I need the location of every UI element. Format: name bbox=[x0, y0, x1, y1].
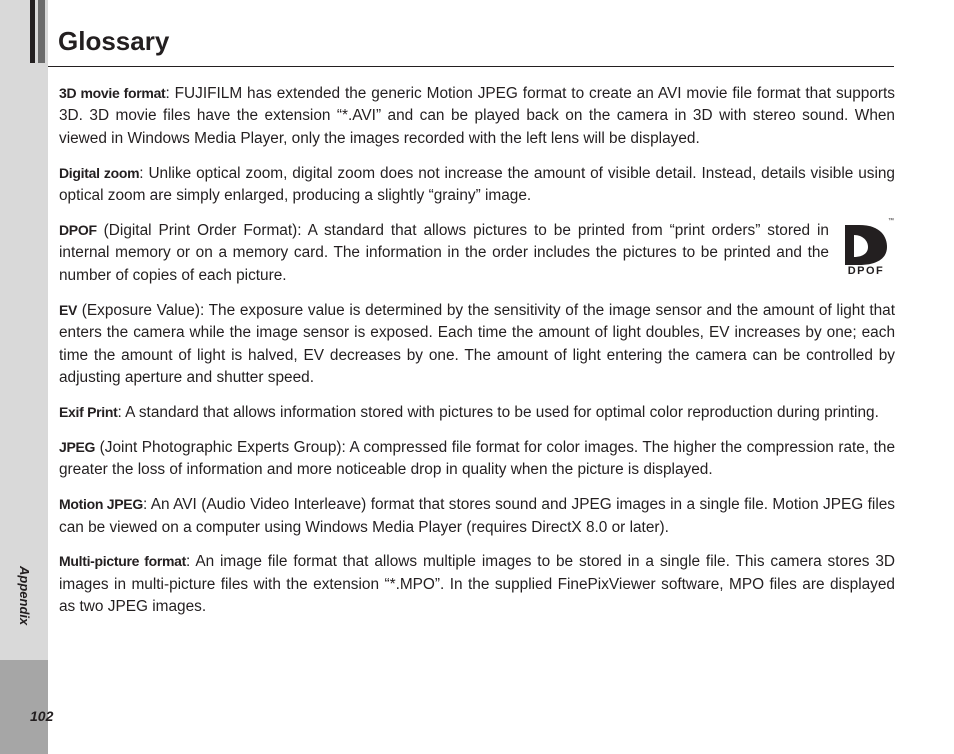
glossary-term: 3D movie format bbox=[59, 85, 166, 101]
page-title: Glossary bbox=[58, 26, 170, 56]
dpof-logo-tm: ™ bbox=[888, 218, 894, 225]
term-separator: : bbox=[139, 164, 149, 182]
glossary-definition: A standard that allows information stored with pictures to be used for optimal color reproduction during printing. bbox=[125, 403, 879, 421]
glossary-term: DPOF bbox=[59, 222, 97, 239]
glossary-term: Multi-picture format bbox=[59, 553, 187, 570]
glossary-entry-dpof bbox=[59, 219, 829, 287]
title-accent-bar bbox=[30, 0, 35, 63]
glossary-definition: (Joint Photographic Experts Group): A compressed file format for color images. The higher the compression rate, the greater the loss of information and more noticeable drop in quality when the picture is displayed. bbox=[59, 438, 895, 479]
glossary-term: Exif Print bbox=[59, 403, 118, 420]
dpof-entry-wrapper bbox=[59, 219, 895, 287]
page-number: 102 bbox=[30, 708, 54, 724]
section-tab-label: Appendix bbox=[17, 566, 32, 626]
side-tab bbox=[0, 0, 48, 754]
glossary-entry-3d-movie-format bbox=[59, 82, 895, 150]
glossary-definition: (Exposure Value): The exposure value is determined by the sensitivity of the image sensor and the amount of light that enters the camera while the image sensor is exposed. Each time the amount of light doubles, EV increases by one; each time the amount of light is halved, EV decreases by one. The amount of light entering the camera can be controlled by adjusting aperture and shutter speed. bbox=[59, 301, 896, 386]
dpof-logo-text: DPOF bbox=[847, 265, 885, 276]
dpof-logo-graphic bbox=[837, 213, 895, 275]
side-tab-footer bbox=[0, 660, 48, 754]
glossary-definition: (Digital Print Order Format): A standard that allows pictures to be printed from “print orders” stored in internal memory or on a memory card. The information in the order includes the pictures to be printed and the number of copies of each picture. bbox=[59, 222, 829, 284]
dpof-logo-icon bbox=[837, 213, 895, 275]
term-separator bbox=[97, 222, 104, 239]
glossary-definition: FUJIFILM has extended the generic Motion JPEG format to create an AVI movie file format that supports 3D. 3D movie files have the extension “*.AVI” and can be played back on the camera in 3D with stereo sound. When viewed in Windows Media Player, only the images recorded with the left lens will be displayed. bbox=[59, 85, 896, 147]
glossary-entry-motion-jpeg bbox=[59, 493, 895, 539]
glossary-definition: An AVI (Audio Video Interleave) format that stores sound and JPEG images in a single file. Motion JPEG files can be viewed on a computer using Windows Media Player (requires DirectX 8.0 or later). bbox=[59, 496, 895, 536]
term-separator: : bbox=[142, 496, 151, 514]
glossary-term: Motion JPEG bbox=[59, 496, 143, 513]
term-separator: : bbox=[186, 553, 196, 571]
glossary-definition: An image file format that allows multiple images to be stored in a single file. This camera stores 3D images in multi-picture files with the extension “*.MPO”. In the supplied FinePixViewer software, MPO files are displayed as two JPEG images. bbox=[59, 553, 895, 616]
glossary-term: JPEG bbox=[59, 438, 96, 455]
glossary-entry-jpeg bbox=[59, 436, 895, 482]
term-separator: : bbox=[165, 85, 175, 102]
glossary-term: Digital zoom bbox=[59, 164, 140, 181]
glossary-content bbox=[59, 82, 895, 630]
glossary-entry-digital-zoom bbox=[59, 162, 895, 208]
glossary-entry-exif-print bbox=[59, 401, 895, 424]
glossary-entry-ev bbox=[59, 299, 895, 390]
title-accent-bar-secondary bbox=[38, 0, 45, 63]
glossary-definition: Unlike optical zoom, digital zoom does not increase the amount of visible detail. Instead, details visible using optical zoom are simply enlarged, producing a slightly “grainy” image. bbox=[59, 164, 895, 205]
title-divider bbox=[48, 66, 894, 67]
term-separator: : bbox=[117, 403, 126, 421]
glossary-term: EV bbox=[59, 301, 78, 318]
glossary-entry-multi-picture-format bbox=[59, 550, 895, 618]
